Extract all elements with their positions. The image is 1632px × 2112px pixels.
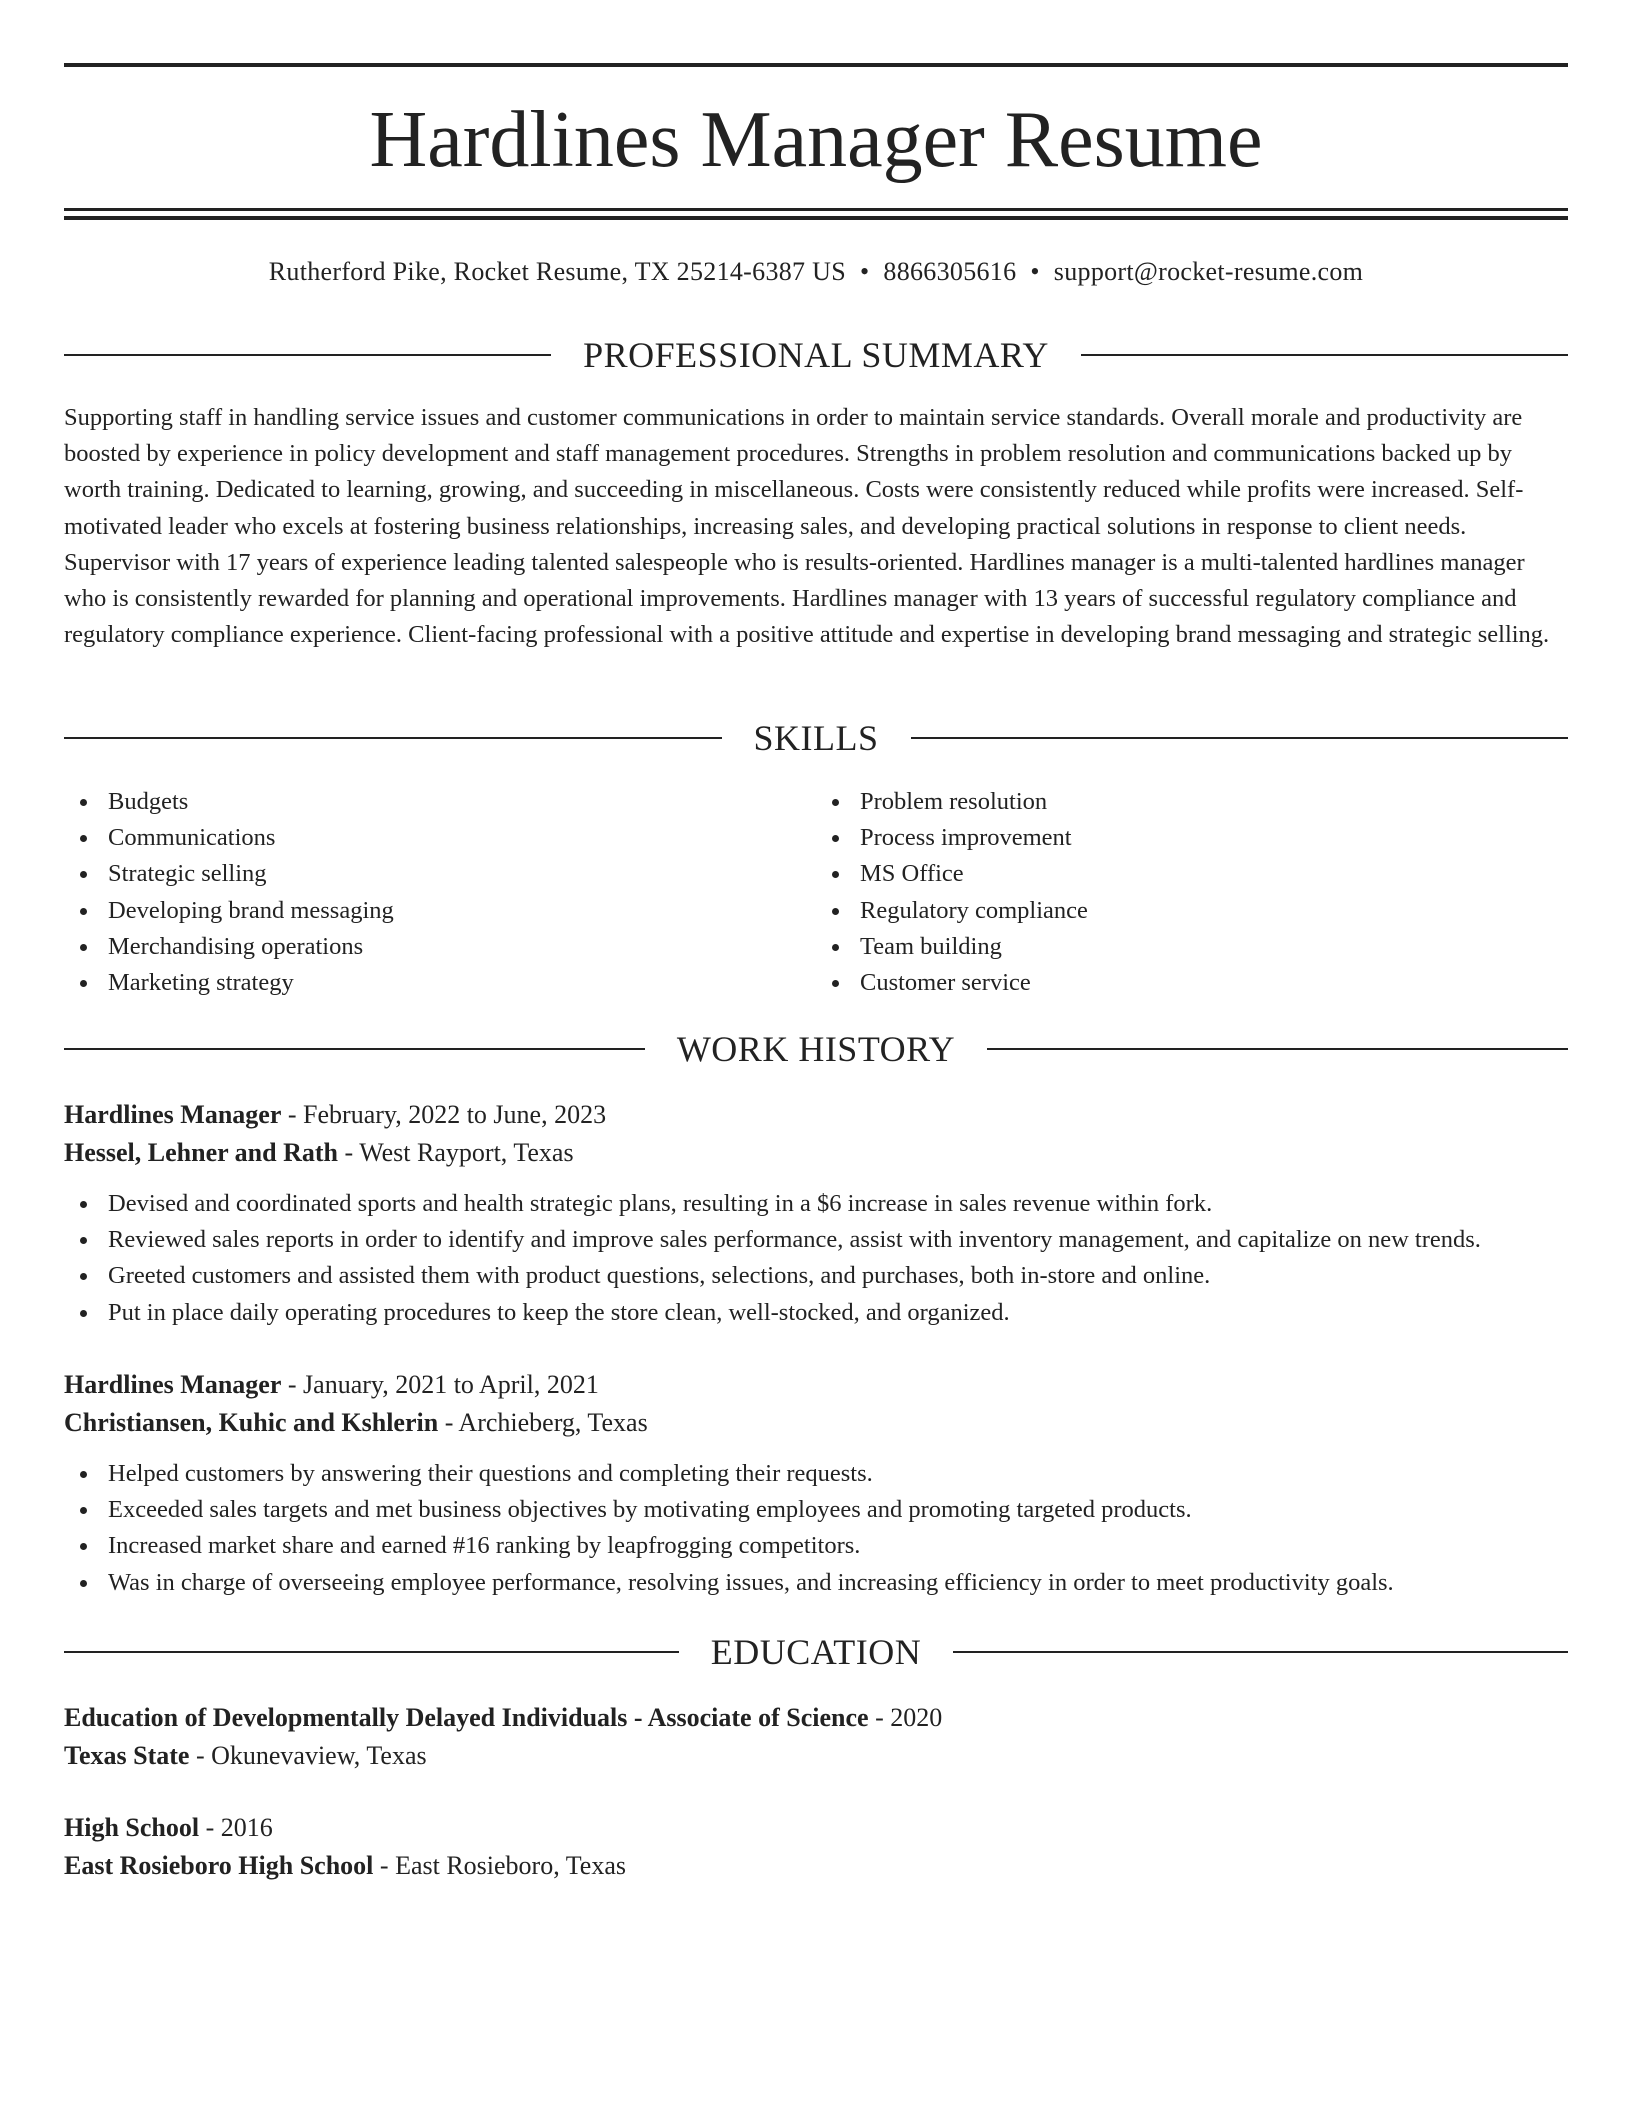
skill-item: Budgets	[64, 784, 816, 820]
education-school: East Rosieboro High School	[64, 1851, 374, 1880]
job-company: Hessel, Lehner and Rath	[64, 1138, 338, 1167]
job-bullet: Was in charge of overseeing employee performance, resolving issues, and increasing efficiency in order to meet productivity goals.	[64, 1565, 1568, 1601]
education-location: - East Rosieboro, Texas	[373, 1851, 627, 1880]
job-bullet: Put in place daily operating procedures to keep the store clean, well-stocked, and organized.	[64, 1295, 1568, 1331]
skills-heading-label: SKILLS	[753, 718, 879, 758]
contact-phone: 8866305616	[883, 257, 1017, 286]
education-heading	[64, 1630, 1568, 1674]
education-degree-line	[64, 1809, 1568, 1847]
skill-item: Merchandising operations	[64, 929, 816, 965]
work-heading-label: WORK HISTORY	[676, 1029, 956, 1069]
title-double-rule	[64, 208, 1568, 220]
job-entry	[64, 1366, 1568, 1601]
job-title-line	[64, 1366, 1568, 1404]
job-bullet: Exceeded sales targets and met business objectives by motivating employees and promoting targeted products.	[64, 1492, 1568, 1528]
job-location: - Archieberg, Texas	[438, 1408, 648, 1437]
education-school: Texas State	[64, 1741, 190, 1770]
education-degree: Education of Developmentally Delayed Individuals - Associate of Science	[64, 1703, 869, 1732]
divider-line	[911, 737, 1569, 739]
job-dates: - January, 2021 to April, 2021	[281, 1370, 599, 1399]
education-entry	[64, 1699, 1568, 1775]
contact-address: Rutherford Pike, Rocket Resume, TX 25214-6387 US	[268, 257, 846, 286]
top-rule	[64, 63, 1568, 67]
skill-item: Regulatory compliance	[816, 893, 1568, 929]
job-bullet: Reviewed sales reports in order to identify and improve sales performance, assist with inventory management, and capitalize on new trends.	[64, 1222, 1568, 1258]
job-bullet: Increased market share and earned #16 ranking by leapfrogging competitors.	[64, 1528, 1568, 1564]
job-bullet: Greeted customers and assisted them with product questions, selections, and purchases, both in-store and online.	[64, 1258, 1568, 1294]
divider-line	[64, 1651, 679, 1653]
education-heading-label: EDUCATION	[710, 1632, 922, 1672]
skill-item: Process improvement	[816, 820, 1568, 856]
skill-item: MS Office	[816, 856, 1568, 892]
skill-item: Problem resolution	[816, 784, 1568, 820]
education-location: - Okunevaview, Texas	[189, 1741, 427, 1770]
skills-column-left	[64, 784, 816, 1001]
job-title: Hardlines Manager	[64, 1370, 282, 1399]
job-bullet: Helped customers by answering their questions and completing their requests.	[64, 1456, 1568, 1492]
divider-line	[64, 737, 722, 739]
contact-separator: •	[859, 257, 870, 286]
divider-line	[64, 354, 551, 356]
job-title: Hardlines Manager	[64, 1100, 282, 1129]
job-location: - West Rayport, Texas	[338, 1138, 574, 1167]
skill-item: Communications	[64, 820, 816, 856]
skill-item: Strategic selling	[64, 856, 816, 892]
skills-list	[64, 784, 1568, 1001]
divider-line	[1081, 354, 1568, 356]
summary-heading-label: PROFESSIONAL SUMMARY	[583, 335, 1049, 375]
divider-line	[953, 1651, 1568, 1653]
job-title-line	[64, 1096, 1568, 1134]
skills-column-right	[816, 784, 1568, 1001]
education-year: - 2020	[868, 1703, 943, 1732]
contact-email: support@rocket-resume.com	[1053, 257, 1364, 286]
contact-separator: •	[1030, 257, 1040, 286]
page-title: Hardlines Manager Resume	[369, 96, 1263, 184]
job-bullet: Devised and coordinated sports and health strategic plans, resulting in a $6 increase in sales revenue within fork.	[64, 1186, 1568, 1222]
contact-line	[64, 254, 1568, 290]
education-year: - 2016	[199, 1813, 273, 1842]
summary-heading	[64, 333, 1568, 377]
divider-line	[987, 1048, 1568, 1050]
education-school-line	[64, 1847, 1568, 1885]
job-company-line	[64, 1404, 1568, 1442]
education-school-line	[64, 1737, 1568, 1775]
skills-heading	[64, 716, 1568, 760]
job-dates: - February, 2022 to June, 2023	[281, 1100, 607, 1129]
divider-line	[64, 1048, 645, 1050]
education-entry	[64, 1809, 1568, 1885]
summary-text: Supporting staff in handling service issues and customer communications in order to maintain service standards. Overall morale and productivity are boosted by experience in policy development and staff management procedures. Strengths in problem resolution and communications backed up by worth training. Dedicated to learning, growing, and succeeding in miscellaneous. Costs were consistently reduced while profits were increased. Self-motivated leader who excels at fostering business relationships, increasing sales, and developing practical solutions in response to client needs. Supervisor with 17 years of experience leading talented salespeople who is results-oriented. Hardlines manager is a multi-talented hardlines manager who is consistently rewarded for planning and operational improvements. Hardlines manager with 13 years of successful regulatory compliance and regulatory compliance experience. Client-facing professional with a positive attitude and expertise in developing brand messaging and strategic selling.	[64, 404, 1550, 649]
job-bullets	[64, 1456, 1568, 1601]
job-entry	[64, 1096, 1568, 1331]
education-degree: High School	[64, 1813, 200, 1842]
skill-item: Customer service	[816, 965, 1568, 1001]
education-degree-line	[64, 1699, 1568, 1737]
skill-item: Marketing strategy	[64, 965, 816, 1001]
job-bullets	[64, 1186, 1568, 1331]
job-company-line	[64, 1134, 1568, 1172]
skill-item: Team building	[816, 929, 1568, 965]
skill-item: Developing brand messaging	[64, 893, 816, 929]
work-heading	[64, 1027, 1568, 1071]
job-company: Christiansen, Kuhic and Kshlerin	[64, 1408, 439, 1437]
